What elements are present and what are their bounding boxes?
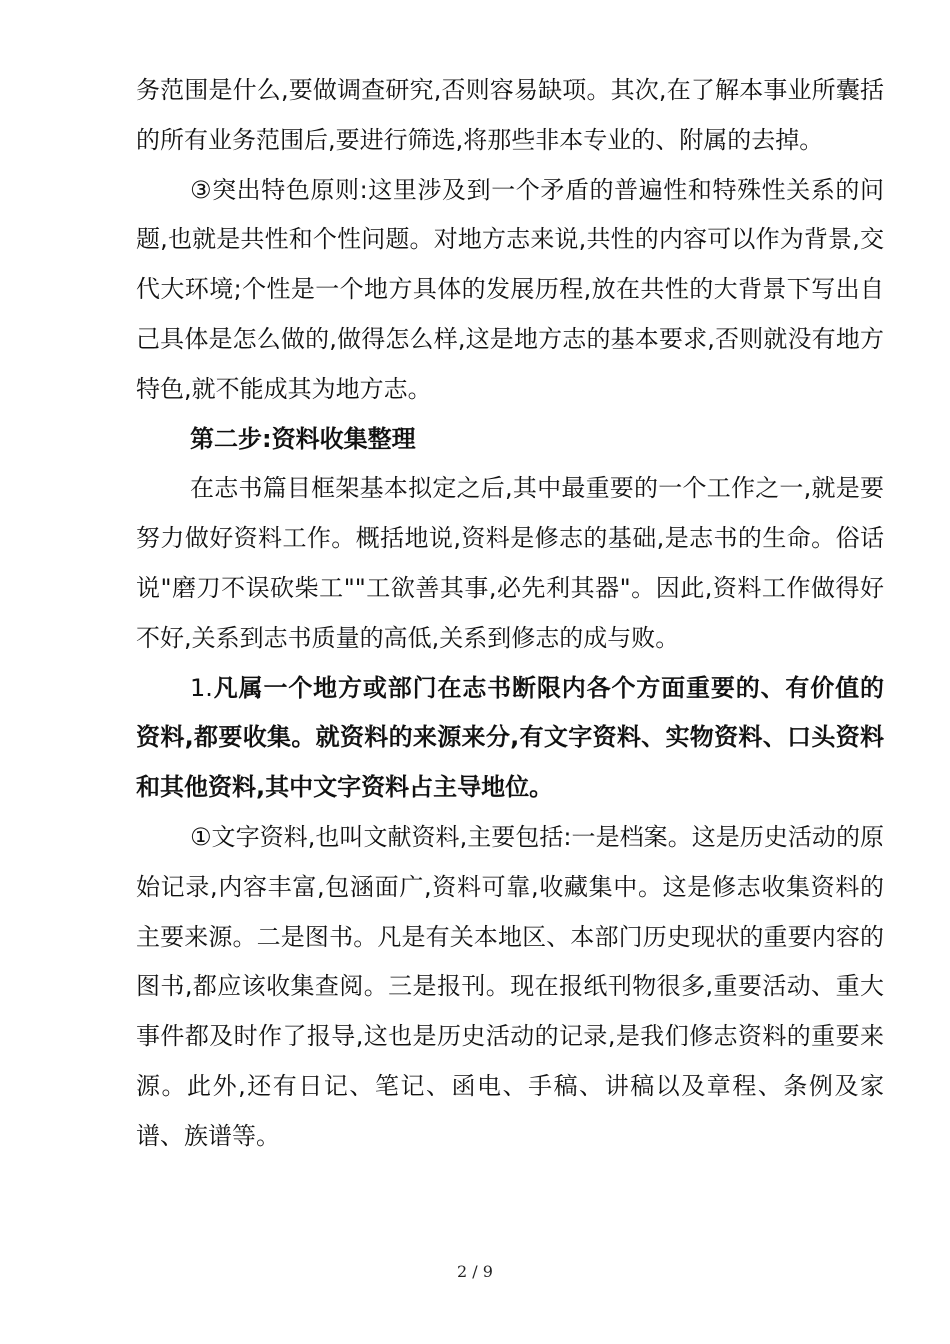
paragraph-collection-scope bbox=[136, 664, 884, 813]
page-indicator: 2 / 9 bbox=[457, 1262, 493, 1281]
document-body bbox=[136, 66, 884, 1162]
paragraph-written-sources: ①文字资料,也叫文献资料,主要包括:一是档案。这是历史活动的原始记录,内容丰富,包涵面广,资料可靠,收藏集中。这是修志收集资料的主要来源。二是图书。凡是有关本地区、本部门历史现状的重要内容的图书,都应该收集查阅。三是报刊。现在报纸刊物很多,重要活动、重大事件都及时作了报导,这也是历史活动的记录,是我们修志资料的重要来源。此外,还有日记、笔记、函电、手稿、讲稿以及章程、条例及家谱、族谱等。 bbox=[136, 822, 884, 1150]
paragraph-data-importance: 在志书篇目框架基本拟定之后,其中最重要的一个工作之一,就是要努力做好资料工作。概括地说,资料是修志的基础,是志书的生命。俗话说"磨刀不误砍柴工""工欲善其事,必先利其器"。因此,资料工作做得好不好,关系到志书质量的高低,关系到修志的成与败。 bbox=[136, 474, 884, 652]
collection-scope-text: 凡属一个地方或部门在志书断限内各个方面重要的、有价值的资料,都要收集。就资料的来源来分,有文字资料、实物资料、口头资料和其他资料,其中文字资料占主导地位。 bbox=[136, 673, 884, 802]
paragraph-scope-continuation: 务范围是什么,要做调查研究,否则容易缺项。其次,在了解本事业所囊括的所有业务范围后,要进行筛选,将那些非本专业的、附属的去掉。 bbox=[136, 76, 884, 154]
list-number: 1. bbox=[190, 673, 213, 702]
section-heading-step-two: 第二步:资料收集整理 bbox=[190, 424, 416, 453]
paragraph-feature-principle: ③突出特色原则:这里涉及到一个矛盾的普遍性和特殊性关系的问题,也就是共性和个性问题。对地方志来说,共性的内容可以作为背景,交代大环境;个性是一个地方具体的发展历程,放在共性的大背景下写出自己具体是怎么做的,做得怎么样,这是地方志的基本要求,否则就没有地方特色,就不能成其为地方志。 bbox=[136, 175, 884, 403]
